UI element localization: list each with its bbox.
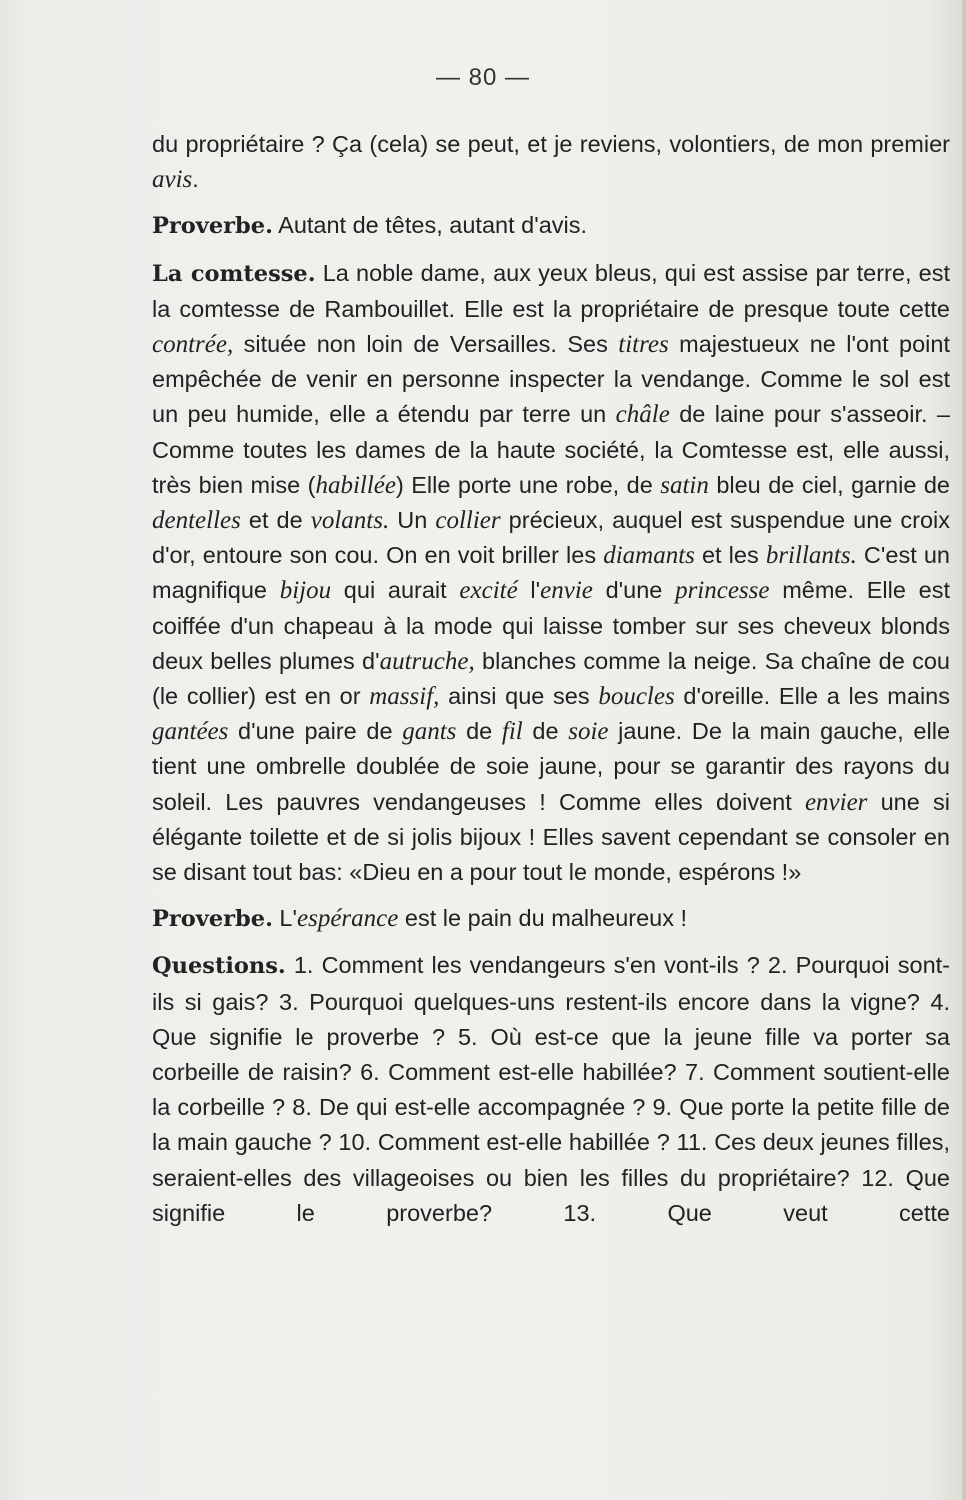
proverb-paragraph: Proverbe. Autant de têtes, autant d'avis. xyxy=(152,212,588,240)
comtesse-paragraph: La comtesse. La noble dame, aux yeux bleus, qui est assise par terre, est la comtesse de Rambouillet. Elle est la propriétaire de presque toute cette contrée, située non loin de Versailles. Ses titres majestueux ne l'ont point empêchée de venir en personne inspecter la vendange. Comme le sol est un peu humide, elle a étendu par terre un châle de laine pour s'asseoir. – Comme toutes les dames de la haute société, la Comtesse est, elle aussi, très bien mise (habillée) Elle porte une robe, de satin bleu de ciel, garnie de dentelles et de volants. Un collier précieux, auquel est suspendue une croix d'or, entoure son cou. On en voit briller les diamants et les brillants. C'est un magnifique bijou qui aurait excité l'envie d'une princesse même. Elle est coiffée d'un chapeau à la mode qui laisse tomber sur ses cheveux blonds deux belles plumes d'autruche, blanches comme la neige. Sa chaîne de cou (le collier) est en or massif, ainsi que ses boucles d'oreille. Elle a les mains gantées d'une paire de gants de fil de soie jaune. De la main gauche, elle tient une ombrelle doublée de soie jaune, pour se garantir des rayons du soleil. Les pauvres vendangeuses ! Comme elles doivent envier une si élégante toilette et de si jolis bijoux ! Elles savent cependant se consoler en se disant tout bas: «Dieu en a pour tout le monde, espérons !» xyxy=(152,259,951,886)
comtesse-heading: La comtesse. xyxy=(152,260,316,287)
proverb2-paragraph: Proverbe. L'espérance est le pain du malheureux ! xyxy=(152,905,688,933)
intro-paragraph: du propriétaire ? Ça (cela) se peut, et je reviens, volontiers, de mon premier avis. xyxy=(152,131,950,194)
page-edge xyxy=(962,0,966,1500)
questions-heading: Questions. xyxy=(152,953,286,980)
page-number: — 80 — xyxy=(435,64,531,91)
page-text xyxy=(152,127,950,1231)
questions-paragraph: Questions. 1. Comment les vendangeurs s'en vont-ils ? 2. Pourquoi sont-ils si gais? 3. Pourquoi quelques-uns restent-ils encore dans la vigne? 4. Que signifie le proverbe ? 5. Où est-ce que la jeune fille va porter sa corbeille de raisin? 6. Comment est-elle habillée? 7. Comment soutient-elle la corbeille ? 8. De qui est-elle accompagnée ? 9. Que porte la petite fille de la main gauche ? 10. Comment est-elle habillée ? 11. Ces deux jeunes filles, seraient-elles des villageoises ou bien les filles du propriétaire? 12. Que signifie le proverbe? 13. Que veut cette xyxy=(152,952,950,1226)
proverb2-heading: Proverbe. xyxy=(152,906,273,933)
proverb-heading: Proverbe. xyxy=(152,213,273,240)
